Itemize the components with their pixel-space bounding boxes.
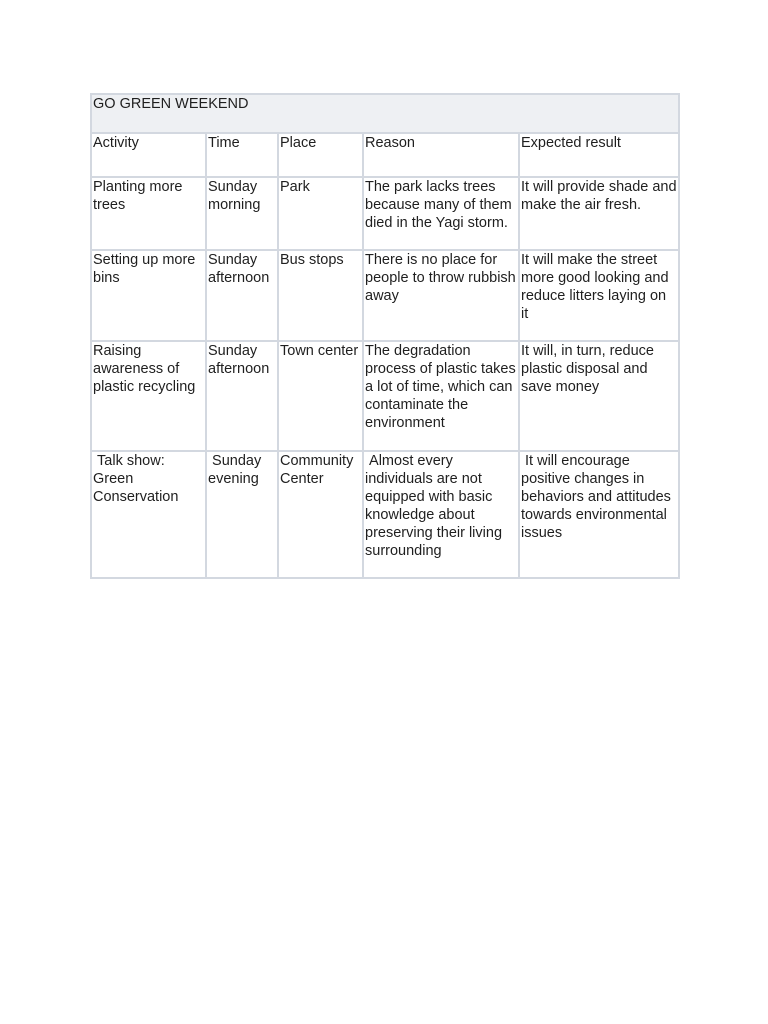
cell-expected-result: It will make the street more good looking and reduce litters laying on it — [519, 250, 679, 341]
cell-activity: Talk show: Green Conservation — [91, 451, 206, 578]
header-expected-result: Expected result — [519, 133, 679, 177]
cell-reason: There is no place for people to throw rubbish away — [363, 250, 519, 341]
cell-place: Park — [278, 177, 363, 250]
cell-reason: The park lacks trees because many of them died in the Yagi storm. — [363, 177, 519, 250]
go-green-weekend-table — [90, 93, 680, 579]
table-header-row — [91, 133, 679, 177]
header-time: Time — [206, 133, 278, 177]
table-row — [91, 451, 679, 578]
cell-time: Sunday evening — [206, 451, 278, 578]
cell-time: Sunday afternoon — [206, 250, 278, 341]
cell-expected-result: It will provide shade and make the air fresh. — [519, 177, 679, 250]
cell-expected-result: It will encourage positive changes in behaviors and attitudes towards environmental issues — [519, 451, 679, 578]
cell-activity: Setting up more bins — [91, 250, 206, 341]
cell-activity: Planting more trees — [91, 177, 206, 250]
table-row — [91, 250, 679, 341]
cell-reason: Almost every individuals are not equipped with basic knowledge about preserving their living surrounding — [363, 451, 519, 578]
table-row — [91, 177, 679, 250]
cell-time: Sunday morning — [206, 177, 278, 250]
header-place: Place — [278, 133, 363, 177]
cell-time: Sunday afternoon — [206, 341, 278, 451]
table-title: GO GREEN WEEKEND — [91, 94, 679, 133]
cell-place: Community Center — [278, 451, 363, 578]
cell-reason: The degradation process of plastic takes a lot of time, which can contaminate the environment — [363, 341, 519, 451]
cell-activity: Raising awareness of plastic recycling — [91, 341, 206, 451]
table-row — [91, 341, 679, 451]
cell-place: Bus stops — [278, 250, 363, 341]
header-reason: Reason — [363, 133, 519, 177]
cell-expected-result: It will, in turn, reduce plastic disposal and save money — [519, 341, 679, 451]
cell-place: Town center — [278, 341, 363, 451]
header-activity: Activity — [91, 133, 206, 177]
table-title-row — [91, 94, 679, 133]
